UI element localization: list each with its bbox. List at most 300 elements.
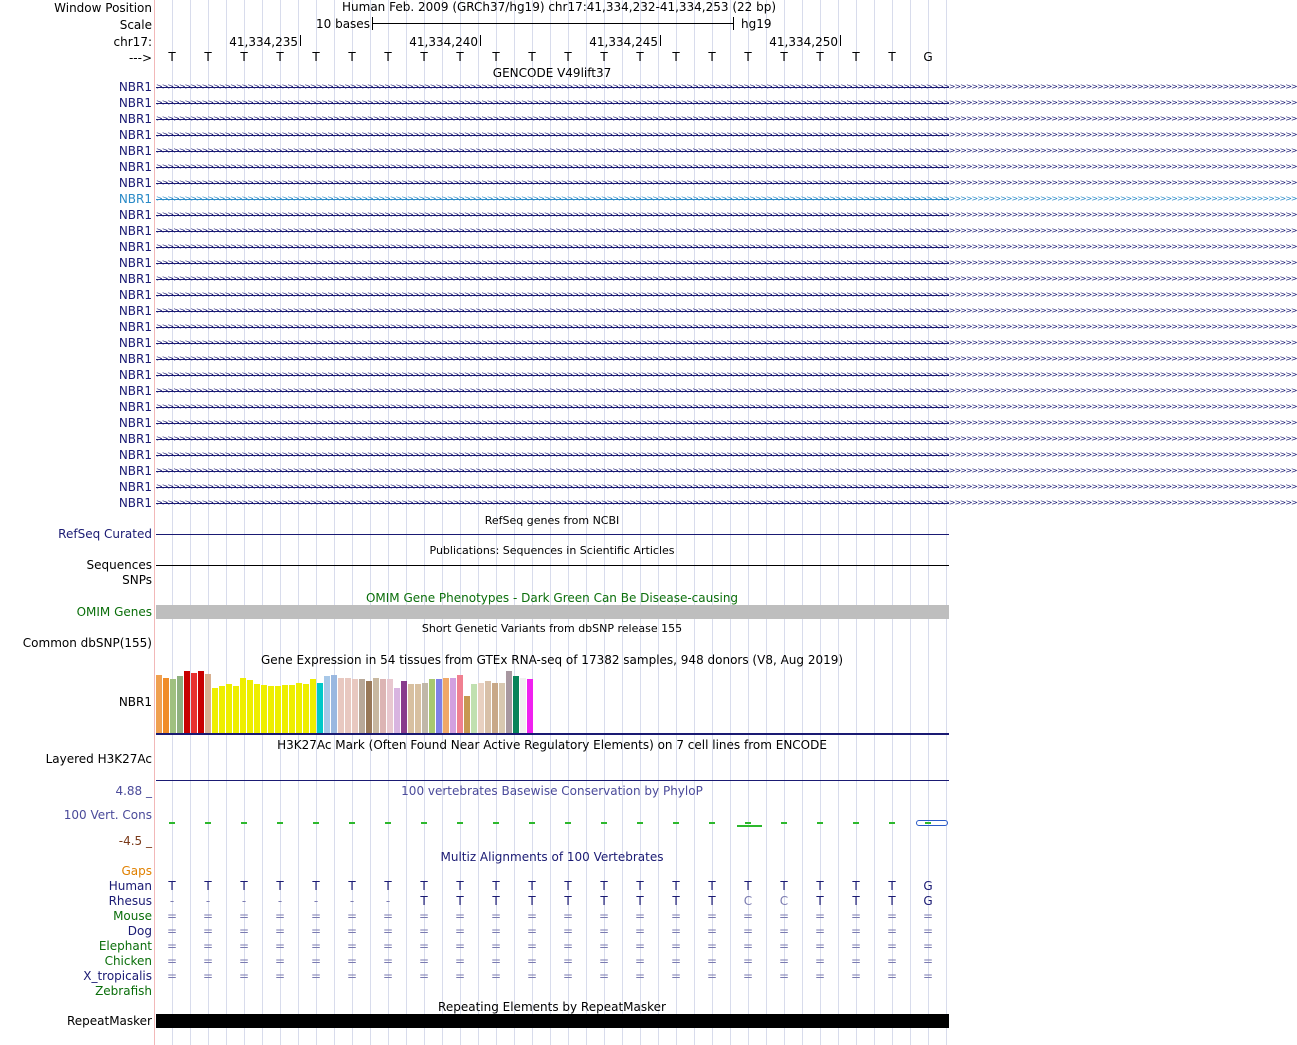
gtex-tissue-bar[interactable] bbox=[520, 678, 526, 733]
gtex-tissue-bar[interactable] bbox=[506, 671, 512, 733]
gencode-transcript-line[interactable] bbox=[156, 402, 1297, 411]
gencode-transcript-line[interactable] bbox=[156, 242, 1297, 251]
alignment-base: T bbox=[276, 879, 284, 893]
gtex-tissue-bar[interactable] bbox=[296, 683, 302, 733]
alignment-base: = bbox=[418, 969, 430, 983]
gtex-tissue-bar[interactable] bbox=[191, 673, 197, 733]
alignment-base: = bbox=[454, 954, 466, 968]
ruler-tick bbox=[300, 35, 301, 46]
phylop-score-mark bbox=[673, 822, 679, 824]
repeatmasker-bar[interactable] bbox=[156, 1014, 949, 1028]
gencode-transcript-label[interactable]: NBR1 bbox=[118, 448, 152, 462]
alignment-base: = bbox=[706, 969, 718, 983]
strand-arrows: >>>>>>>>>>>>>>>>>>>>>>>>>>>>>>>>>>>>>>>>>>>>>>>>>>>>>>>>>>>>>>>>>>>>>>>>>>>>>>>>>>>>>>>>>>>>>>>>>>>>>>>>>>>>>>>>>>>>>>>>>>>>>>>>>>>>>>>>>>>>>>>>>>>>>>>>>>>>>>>>>>>>>>>>>>>>>>>>>>>>>>>>>>>>>>>>>>>>>>>> bbox=[156, 146, 1297, 155]
alignment-base: = bbox=[490, 909, 502, 923]
gencode-transcript-label[interactable]: NBR1 bbox=[118, 192, 152, 206]
gtex-tissue-bar[interactable] bbox=[471, 684, 477, 733]
gtex-tissue-bar[interactable] bbox=[254, 684, 260, 733]
ruler-tick bbox=[480, 35, 481, 46]
gtex-tissue-bar[interactable] bbox=[429, 679, 435, 733]
gtex-tissue-bar[interactable] bbox=[457, 675, 463, 733]
gtex-title: Gene Expression in 54 tissues from GTEx RNA-seq of 17382 samples, 948 donors (V8, Aug 2019) bbox=[260, 653, 844, 667]
alignment-base: C bbox=[743, 894, 753, 908]
alignment-base: - bbox=[241, 894, 247, 908]
reference-base: T bbox=[636, 50, 644, 64]
alignment-base: T bbox=[636, 879, 644, 893]
alignment-base: T bbox=[240, 879, 248, 893]
reference-base: T bbox=[816, 50, 824, 64]
alignment-base: = bbox=[562, 924, 574, 938]
alignment-base: = bbox=[778, 939, 790, 953]
alignment-base: T bbox=[168, 879, 176, 893]
alignment-base: = bbox=[886, 954, 898, 968]
gtex-tissue-bar[interactable] bbox=[205, 674, 211, 733]
gtex-tissue-bar[interactable] bbox=[261, 685, 267, 733]
gtex-tissue-bar[interactable] bbox=[422, 683, 428, 733]
alignment-base: = bbox=[670, 954, 682, 968]
gencode-transcript-label[interactable]: NBR1 bbox=[118, 80, 152, 94]
alignment-base: = bbox=[562, 909, 574, 923]
ruler-tick bbox=[660, 35, 661, 46]
gencode-transcript-label[interactable]: NBR1 bbox=[118, 240, 152, 254]
gencode-transcript-label[interactable]: NBR1 bbox=[118, 272, 152, 286]
gtex-tissue-bar[interactable] bbox=[310, 679, 316, 733]
h3k27ac-line[interactable] bbox=[156, 780, 949, 781]
alignment-base: = bbox=[670, 969, 682, 983]
alignment-base: T bbox=[600, 879, 608, 893]
alignment-base: = bbox=[382, 969, 394, 983]
gencode-transcript-line[interactable] bbox=[156, 194, 1297, 203]
window-position-label: Window Position bbox=[54, 1, 152, 15]
strand-arrows: >>>>>>>>>>>>>>>>>>>>>>>>>>>>>>>>>>>>>>>>>>>>>>>>>>>>>>>>>>>>>>>>>>>>>>>>>>>>>>>>>>>>>>>>>>>>>>>>>>>>>>>>>>>>>>>>>>>>>>>>>>>>>>>>>>>>>>>>>>>>>>>>>>>>>>>>>>>>>>>>>>>>>>>>>>>>>>>>>>>>>>>>>>>>>>>>>>>>>>>> bbox=[156, 370, 1297, 379]
alignment-base: = bbox=[166, 909, 178, 923]
gtex-tissue-bar[interactable] bbox=[345, 678, 351, 733]
alignment-base: T bbox=[528, 879, 536, 893]
h3k27ac-title: H3K27Ac Mark (Often Found Near Active Regulatory Elements) on 7 cell lines from ENCODE bbox=[277, 738, 827, 752]
gtex-tissue-bar[interactable] bbox=[380, 679, 386, 733]
gencode-transcript-label[interactable]: NBR1 bbox=[118, 336, 152, 350]
gencode-transcript-line[interactable] bbox=[156, 418, 1297, 427]
alignment-base: = bbox=[742, 909, 754, 923]
reference-base: T bbox=[456, 50, 464, 64]
alignment-base: = bbox=[526, 954, 538, 968]
gtex-tissue-bar[interactable] bbox=[436, 679, 442, 733]
scale-bar-text: 10 bases bbox=[316, 17, 370, 31]
gtex-tissue-bar[interactable] bbox=[387, 679, 393, 733]
phylop-score-mark bbox=[889, 822, 895, 824]
gencode-transcript-label[interactable]: NBR1 bbox=[118, 352, 152, 366]
gtex-tissue-bar[interactable] bbox=[156, 675, 162, 733]
gtex-tissue-bar[interactable] bbox=[247, 680, 253, 733]
publications-title: Publications: Sequences in Scientific Articles bbox=[429, 544, 675, 557]
reference-base: T bbox=[492, 50, 500, 64]
gtex-tissue-bar[interactable] bbox=[219, 686, 225, 733]
alignment-base: T bbox=[672, 879, 680, 893]
gtex-tissue-bar[interactable] bbox=[240, 678, 246, 733]
alignment-base: = bbox=[490, 924, 502, 938]
alignment-base: = bbox=[670, 939, 682, 953]
strand-arrows: >>>>>>>>>>>>>>>>>>>>>>>>>>>>>>>>>>>>>>>>>>>>>>>>>>>>>>>>>>>>>>>>>>>>>>>>>>>>>>>>>>>>>>>>>>>>>>>>>>>>>>>>>>>>>>>>>>>>>>>>>>>>>>>>>>>>>>>>>>>>>>>>>>>>>>>>>>>>>>>>>>>>>>>>>>>>>>>>>>>>>>>>>>>>>>>>>>>>>>>> bbox=[156, 226, 1297, 235]
alignment-base: = bbox=[706, 939, 718, 953]
reference-base: T bbox=[420, 50, 428, 64]
alignment-base: = bbox=[274, 969, 286, 983]
gencode-transcript-label[interactable]: NBR1 bbox=[118, 384, 152, 398]
gencode-transcript-line[interactable] bbox=[156, 274, 1297, 283]
gtex-tissue-bar[interactable] bbox=[289, 685, 295, 733]
reference-base: T bbox=[600, 50, 608, 64]
alignment-base: T bbox=[852, 894, 860, 908]
gencode-transcript-label[interactable]: NBR1 bbox=[118, 144, 152, 158]
gencode-transcript-label[interactable]: NBR1 bbox=[118, 496, 152, 510]
alignment-base: - bbox=[169, 894, 175, 908]
gencode-transcript-line[interactable] bbox=[156, 130, 1297, 139]
alignment-base: - bbox=[385, 894, 391, 908]
species-label[interactable]: X_tropicalis bbox=[83, 969, 152, 983]
species-label[interactable]: Human bbox=[108, 879, 152, 893]
gtex-tissue-bar[interactable] bbox=[394, 688, 400, 733]
alignment-base: = bbox=[634, 924, 646, 938]
gtex-tissue-bar[interactable] bbox=[198, 671, 204, 733]
alignment-base: = bbox=[670, 924, 682, 938]
gencode-transcript-line[interactable] bbox=[156, 466, 1297, 475]
gtex-tissue-bar[interactable] bbox=[282, 685, 288, 733]
phylop-score-mark bbox=[637, 822, 643, 824]
gtex-tissue-bar[interactable] bbox=[492, 683, 498, 733]
phylop-score-mark bbox=[853, 822, 859, 824]
phylop-score-mark bbox=[205, 822, 211, 824]
alignment-base: = bbox=[238, 909, 250, 923]
alignment-base: = bbox=[310, 954, 322, 968]
phylop-score-mark bbox=[817, 822, 823, 824]
alignment-base: = bbox=[310, 969, 322, 983]
strand-arrows: >>>>>>>>>>>>>>>>>>>>>>>>>>>>>>>>>>>>>>>>>>>>>>>>>>>>>>>>>>>>>>>>>>>>>>>>>>>>>>>>>>>>>>>>>>>>>>>>>>>>>>>>>>>>>>>>>>>>>>>>>>>>>>>>>>>>>>>>>>>>>>>>>>>>>>>>>>>>>>>>>>>>>>>>>>>>>>>>>>>>>>>>>>>>>>>>>>>>>>>> bbox=[156, 162, 1297, 171]
alignment-base: = bbox=[814, 939, 826, 953]
strand-arrows: >>>>>>>>>>>>>>>>>>>>>>>>>>>>>>>>>>>>>>>>>>>>>>>>>>>>>>>>>>>>>>>>>>>>>>>>>>>>>>>>>>>>>>>>>>>>>>>>>>>>>>>>>>>>>>>>>>>>>>>>>>>>>>>>>>>>>>>>>>>>>>>>>>>>>>>>>>>>>>>>>>>>>>>>>>>>>>>>>>>>>>>>>>>>>>>>>>>>>>>> bbox=[156, 402, 1297, 411]
gencode-transcript-label[interactable]: NBR1 bbox=[118, 400, 152, 414]
alignment-base: = bbox=[742, 939, 754, 953]
alignment-base: = bbox=[922, 954, 934, 968]
alignment-base: = bbox=[202, 909, 214, 923]
gencode-transcript-line[interactable] bbox=[156, 434, 1297, 443]
h3k27ac-label[interactable]: Layered H3K27Ac bbox=[45, 752, 152, 766]
alignment-base: = bbox=[814, 954, 826, 968]
omim-label[interactable]: OMIM Genes bbox=[76, 605, 152, 619]
alignment-base: = bbox=[562, 954, 574, 968]
alignment-base: T bbox=[456, 894, 464, 908]
gtex-tissue-bar[interactable] bbox=[338, 678, 344, 733]
gencode-transcript-label[interactable]: NBR1 bbox=[118, 368, 152, 382]
alignment-base: = bbox=[742, 924, 754, 938]
strand-arrows: >>>>>>>>>>>>>>>>>>>>>>>>>>>>>>>>>>>>>>>>>>>>>>>>>>>>>>>>>>>>>>>>>>>>>>>>>>>>>>>>>>>>>>>>>>>>>>>>>>>>>>>>>>>>>>>>>>>>>>>>>>>>>>>>>>>>>>>>>>>>>>>>>>>>>>>>>>>>>>>>>>>>>>>>>>>>>>>>>>>>>>>>>>>>>>>>>>>>>>>> bbox=[156, 114, 1297, 123]
gtex-tissue-bar[interactable] bbox=[485, 681, 491, 733]
strand-arrows: >>>>>>>>>>>>>>>>>>>>>>>>>>>>>>>>>>>>>>>>>>>>>>>>>>>>>>>>>>>>>>>>>>>>>>>>>>>>>>>>>>>>>>>>>>>>>>>>>>>>>>>>>>>>>>>>>>>>>>>>>>>>>>>>>>>>>>>>>>>>>>>>>>>>>>>>>>>>>>>>>>>>>>>>>>>>>>>>>>>>>>>>>>>>>>>>>>>>>>>> bbox=[156, 194, 1297, 203]
refseq-label[interactable]: RefSeq Curated bbox=[58, 527, 152, 541]
alignment-base: T bbox=[528, 894, 536, 908]
alignment-base: = bbox=[598, 954, 610, 968]
alignment-base: = bbox=[922, 909, 934, 923]
alignment-base: = bbox=[778, 909, 790, 923]
omim-bar[interactable] bbox=[156, 605, 949, 619]
gencode-transcript-line[interactable] bbox=[156, 114, 1297, 123]
gtex-tissue-bar[interactable] bbox=[450, 678, 456, 733]
snps-label[interactable]: SNPs bbox=[122, 573, 152, 587]
phylop-score-mark bbox=[565, 822, 571, 824]
alignment-base: T bbox=[852, 879, 860, 893]
phylop-score-mark bbox=[601, 822, 607, 824]
species-label[interactable]: Rhesus bbox=[108, 894, 152, 908]
gencode-transcript-line[interactable] bbox=[156, 162, 1297, 171]
strand-label: ---> bbox=[128, 51, 152, 65]
alignment-base: = bbox=[346, 954, 358, 968]
gencode-transcript-label[interactable]: NBR1 bbox=[118, 176, 152, 190]
gencode-transcript-line[interactable] bbox=[156, 98, 1297, 107]
alignment-base: = bbox=[274, 939, 286, 953]
gtex-tissue-bar[interactable] bbox=[233, 686, 239, 733]
gtex-tissue-bar[interactable] bbox=[352, 679, 358, 733]
alignment-base: = bbox=[778, 969, 790, 983]
alignment-base: T bbox=[564, 879, 572, 893]
strand-arrows: >>>>>>>>>>>>>>>>>>>>>>>>>>>>>>>>>>>>>>>>>>>>>>>>>>>>>>>>>>>>>>>>>>>>>>>>>>>>>>>>>>>>>>>>>>>>>>>>>>>>>>>>>>>>>>>>>>>>>>>>>>>>>>>>>>>>>>>>>>>>>>>>>>>>>>>>>>>>>>>>>>>>>>>>>>>>>>>>>>>>>>>>>>>>>>>>>>>>>>>> bbox=[156, 386, 1297, 395]
gtex-tissue-bar[interactable] bbox=[408, 684, 414, 733]
strand-arrows: >>>>>>>>>>>>>>>>>>>>>>>>>>>>>>>>>>>>>>>>>>>>>>>>>>>>>>>>>>>>>>>>>>>>>>>>>>>>>>>>>>>>>>>>>>>>>>>>>>>>>>>>>>>>>>>>>>>>>>>>>>>>>>>>>>>>>>>>>>>>>>>>>>>>>>>>>>>>>>>>>>>>>>>>>>>>>>>>>>>>>>>>>>>>>>>>>>>>>>>> bbox=[156, 258, 1297, 267]
alignment-base: G bbox=[923, 879, 933, 893]
species-label[interactable]: Chicken bbox=[104, 954, 152, 968]
alignment-base: = bbox=[598, 924, 610, 938]
strand-arrows: >>>>>>>>>>>>>>>>>>>>>>>>>>>>>>>>>>>>>>>>>>>>>>>>>>>>>>>>>>>>>>>>>>>>>>>>>>>>>>>>>>>>>>>>>>>>>>>>>>>>>>>>>>>>>>>>>>>>>>>>>>>>>>>>>>>>>>>>>>>>>>>>>>>>>>>>>>>>>>>>>>>>>>>>>>>>>>>>>>>>>>>>>>>>>>>>>>>>>>>> bbox=[156, 338, 1297, 347]
phylop-ellipse-mark bbox=[916, 820, 948, 826]
species-label[interactable]: Mouse bbox=[113, 909, 152, 923]
alignment-base: = bbox=[922, 924, 934, 938]
gencode-transcript-label[interactable]: NBR1 bbox=[118, 480, 152, 494]
alignment-base: = bbox=[490, 939, 502, 953]
gencode-transcript-line[interactable] bbox=[156, 210, 1297, 219]
gtex-tissue-bar[interactable] bbox=[331, 675, 337, 733]
alignment-base: = bbox=[742, 969, 754, 983]
alignment-base: T bbox=[420, 894, 428, 908]
phylop-title: 100 vertebrates Basewise Conservation by PhyloP bbox=[401, 784, 703, 798]
gencode-transcript-line[interactable] bbox=[156, 226, 1297, 235]
alignment-base: = bbox=[238, 924, 250, 938]
gaps-label[interactable]: Gaps bbox=[121, 864, 152, 878]
alignment-base: = bbox=[454, 969, 466, 983]
scale-label: Scale bbox=[119, 18, 152, 32]
strand-arrows: >>>>>>>>>>>>>>>>>>>>>>>>>>>>>>>>>>>>>>>>>>>>>>>>>>>>>>>>>>>>>>>>>>>>>>>>>>>>>>>>>>>>>>>>>>>>>>>>>>>>>>>>>>>>>>>>>>>>>>>>>>>>>>>>>>>>>>>>>>>>>>>>>>>>>>>>>>>>>>>>>>>>>>>>>>>>>>>>>>>>>>>>>>>>>>>>>>>>>>>> bbox=[156, 434, 1297, 443]
gtex-bar-chart[interactable] bbox=[156, 670, 540, 733]
alignment-base: = bbox=[238, 954, 250, 968]
alignment-base: T bbox=[708, 879, 716, 893]
gencode-transcript-label[interactable]: NBR1 bbox=[118, 96, 152, 110]
alignment-base: = bbox=[526, 924, 538, 938]
gtex-tissue-bar[interactable] bbox=[464, 696, 470, 733]
gencode-transcript-line[interactable] bbox=[156, 354, 1297, 363]
gtex-tissue-bar[interactable] bbox=[275, 686, 281, 733]
gencode-transcript-line[interactable] bbox=[156, 290, 1297, 299]
reference-base: T bbox=[780, 50, 788, 64]
phylop-label[interactable]: 100 Vert. Cons bbox=[63, 808, 152, 822]
alignment-base: T bbox=[420, 879, 428, 893]
reference-base: T bbox=[168, 50, 176, 64]
gtex-tissue-bar[interactable] bbox=[163, 678, 169, 733]
gtex-tissue-bar[interactable] bbox=[373, 678, 379, 733]
refseq-gene-line[interactable] bbox=[156, 534, 949, 535]
strand-arrows: >>>>>>>>>>>>>>>>>>>>>>>>>>>>>>>>>>>>>>>>>>>>>>>>>>>>>>>>>>>>>>>>>>>>>>>>>>>>>>>>>>>>>>>>>>>>>>>>>>>>>>>>>>>>>>>>>>>>>>>>>>>>>>>>>>>>>>>>>>>>>>>>>>>>>>>>>>>>>>>>>>>>>>>>>>>>>>>>>>>>>>>>>>>>>>>>>>>>>>>> bbox=[156, 498, 1297, 507]
phylop-score-mark bbox=[457, 822, 463, 824]
alignment-base: = bbox=[850, 954, 862, 968]
strand-arrows: >>>>>>>>>>>>>>>>>>>>>>>>>>>>>>>>>>>>>>>>>>>>>>>>>>>>>>>>>>>>>>>>>>>>>>>>>>>>>>>>>>>>>>>>>>>>>>>>>>>>>>>>>>>>>>>>>>>>>>>>>>>>>>>>>>>>>>>>>>>>>>>>>>>>>>>>>>>>>>>>>>>>>>>>>>>>>>>>>>>>>>>>>>>>>>>>>>>>>>>> bbox=[156, 274, 1297, 283]
gtex-tissue-bar[interactable] bbox=[226, 684, 232, 733]
gencode-transcript-label[interactable]: NBR1 bbox=[118, 416, 152, 430]
gencode-transcript-label[interactable]: NBR1 bbox=[118, 288, 152, 302]
alignment-base: = bbox=[382, 939, 394, 953]
strand-arrows: >>>>>>>>>>>>>>>>>>>>>>>>>>>>>>>>>>>>>>>>>>>>>>>>>>>>>>>>>>>>>>>>>>>>>>>>>>>>>>>>>>>>>>>>>>>>>>>>>>>>>>>>>>>>>>>>>>>>>>>>>>>>>>>>>>>>>>>>>>>>>>>>>>>>>>>>>>>>>>>>>>>>>>>>>>>>>>>>>>>>>>>>>>>>>>>>>>>>>>>> bbox=[156, 466, 1297, 475]
gtex-tissue-bar[interactable] bbox=[170, 679, 176, 733]
reference-base: T bbox=[564, 50, 572, 64]
strand-arrows: >>>>>>>>>>>>>>>>>>>>>>>>>>>>>>>>>>>>>>>>>>>>>>>>>>>>>>>>>>>>>>>>>>>>>>>>>>>>>>>>>>>>>>>>>>>>>>>>>>>>>>>>>>>>>>>>>>>>>>>>>>>>>>>>>>>>>>>>>>>>>>>>>>>>>>>>>>>>>>>>>>>>>>>>>>>>>>>>>>>>>>>>>>>>>>>>>>>>>>>> bbox=[156, 354, 1297, 363]
gencode-transcript-label[interactable]: NBR1 bbox=[118, 128, 152, 142]
dbsnp-label[interactable]: Common dbSNP(155) bbox=[22, 636, 152, 650]
alignment-base: = bbox=[850, 939, 862, 953]
gencode-transcript-label[interactable]: NBR1 bbox=[118, 464, 152, 478]
species-label[interactable]: Elephant bbox=[98, 939, 152, 953]
alignment-base: = bbox=[562, 939, 574, 953]
alignment-base: = bbox=[598, 909, 610, 923]
gencode-transcript-line[interactable] bbox=[156, 386, 1297, 395]
gtex-tissue-bar[interactable] bbox=[212, 688, 218, 733]
ruler-tick-label: 41,334,235 bbox=[229, 35, 298, 49]
strand-arrows: >>>>>>>>>>>>>>>>>>>>>>>>>>>>>>>>>>>>>>>>>>>>>>>>>>>>>>>>>>>>>>>>>>>>>>>>>>>>>>>>>>>>>>>>>>>>>>>>>>>>>>>>>>>>>>>>>>>>>>>>>>>>>>>>>>>>>>>>>>>>>>>>>>>>>>>>>>>>>>>>>>>>>>>>>>>>>>>>>>>>>>>>>>>>>>>>>>>>>>>> bbox=[156, 130, 1297, 139]
alignment-base: = bbox=[598, 969, 610, 983]
alignment-base: = bbox=[490, 969, 502, 983]
gtex-tissue-bar[interactable] bbox=[401, 681, 407, 733]
gencode-transcript-label[interactable]: NBR1 bbox=[118, 208, 152, 222]
alignment-base: T bbox=[600, 894, 608, 908]
alignment-base: = bbox=[634, 954, 646, 968]
phylop-max-label: 4.88 _ bbox=[115, 784, 152, 798]
gencode-transcript-label[interactable]: NBR1 bbox=[118, 304, 152, 318]
gencode-transcript-line[interactable] bbox=[156, 82, 1297, 91]
gtex-tissue-bar[interactable] bbox=[415, 684, 421, 733]
gtex-tissue-bar[interactable] bbox=[317, 683, 323, 733]
alignment-base: = bbox=[886, 969, 898, 983]
gencode-transcript-label[interactable]: NBR1 bbox=[118, 112, 152, 126]
gtex-tissue-bar[interactable] bbox=[268, 686, 274, 733]
gencode-transcript-line[interactable] bbox=[156, 306, 1297, 315]
strand-arrows: >>>>>>>>>>>>>>>>>>>>>>>>>>>>>>>>>>>>>>>>>>>>>>>>>>>>>>>>>>>>>>>>>>>>>>>>>>>>>>>>>>>>>>>>>>>>>>>>>>>>>>>>>>>>>>>>>>>>>>>>>>>>>>>>>>>>>>>>>>>>>>>>>>>>>>>>>>>>>>>>>>>>>>>>>>>>>>>>>>>>>>>>>>>>>>>>>>>>>>>> bbox=[156, 210, 1297, 219]
reference-base: T bbox=[852, 50, 860, 64]
alignment-base: = bbox=[238, 969, 250, 983]
gencode-transcript-line[interactable] bbox=[156, 450, 1297, 459]
gencode-transcript-line[interactable] bbox=[156, 338, 1297, 347]
reference-base: T bbox=[744, 50, 752, 64]
gencode-transcript-line[interactable] bbox=[156, 178, 1297, 187]
sequences-label[interactable]: Sequences bbox=[86, 558, 152, 572]
phylop-score-mark bbox=[385, 822, 391, 824]
phylop-score-mark bbox=[349, 822, 355, 824]
gencode-transcript-line[interactable] bbox=[156, 146, 1297, 155]
publications-line[interactable] bbox=[156, 565, 949, 566]
species-label[interactable]: Dog bbox=[127, 924, 152, 938]
alignment-base: = bbox=[346, 909, 358, 923]
gtex-tissue-bar[interactable] bbox=[303, 684, 309, 733]
gtex-tissue-bar[interactable] bbox=[443, 678, 449, 733]
reference-base: T bbox=[384, 50, 392, 64]
gtex-tissue-bar[interactable] bbox=[527, 679, 533, 733]
reference-base: T bbox=[240, 50, 248, 64]
alignment-base: T bbox=[312, 879, 320, 893]
alignment-base: = bbox=[526, 969, 538, 983]
alignment-base: - bbox=[205, 894, 211, 908]
gencode-transcript-line[interactable] bbox=[156, 498, 1297, 507]
strand-arrows: >>>>>>>>>>>>>>>>>>>>>>>>>>>>>>>>>>>>>>>>>>>>>>>>>>>>>>>>>>>>>>>>>>>>>>>>>>>>>>>>>>>>>>>>>>>>>>>>>>>>>>>>>>>>>>>>>>>>>>>>>>>>>>>>>>>>>>>>>>>>>>>>>>>>>>>>>>>>>>>>>>>>>>>>>>>>>>>>>>>>>>>>>>>>>>>>>>>>>>>> bbox=[156, 450, 1297, 459]
phylop-score-mark bbox=[277, 822, 283, 824]
gtex-tissue-bar[interactable] bbox=[513, 676, 519, 733]
gencode-transcript-line[interactable] bbox=[156, 482, 1297, 491]
gencode-transcript-line[interactable] bbox=[156, 370, 1297, 379]
alignment-base: = bbox=[166, 924, 178, 938]
alignment-base: T bbox=[492, 879, 500, 893]
alignment-base: = bbox=[706, 909, 718, 923]
gencode-transcript-label[interactable]: NBR1 bbox=[118, 160, 152, 174]
alignment-base: - bbox=[313, 894, 319, 908]
reference-base: T bbox=[348, 50, 356, 64]
ruler-tick-label: 41,334,240 bbox=[409, 35, 478, 49]
gencode-transcript-label[interactable]: NBR1 bbox=[118, 320, 152, 334]
gencode-transcript-line[interactable] bbox=[156, 258, 1297, 267]
alignment-base: = bbox=[634, 969, 646, 983]
phylop-score-mark bbox=[781, 822, 787, 824]
gtex-tissue-bar[interactable] bbox=[324, 676, 330, 733]
alignment-base: T bbox=[780, 879, 788, 893]
gtex-tissue-bar[interactable] bbox=[499, 683, 505, 733]
alignment-base: = bbox=[454, 909, 466, 923]
alignment-base: = bbox=[202, 924, 214, 938]
strand-arrows: >>>>>>>>>>>>>>>>>>>>>>>>>>>>>>>>>>>>>>>>>>>>>>>>>>>>>>>>>>>>>>>>>>>>>>>>>>>>>>>>>>>>>>>>>>>>>>>>>>>>>>>>>>>>>>>>>>>>>>>>>>>>>>>>>>>>>>>>>>>>>>>>>>>>>>>>>>>>>>>>>>>>>>>>>>>>>>>>>>>>>>>>>>>>>>>>>>>>>>>> bbox=[156, 242, 1297, 251]
gencode-transcript-label[interactable]: NBR1 bbox=[118, 432, 152, 446]
repeatmasker-label[interactable]: RepeatMasker bbox=[66, 1014, 152, 1028]
gtex-tissue-bar[interactable] bbox=[366, 681, 372, 733]
alignment-base: = bbox=[346, 969, 358, 983]
alignment-base: T bbox=[816, 879, 824, 893]
gencode-transcript-label[interactable]: NBR1 bbox=[118, 224, 152, 238]
gtex-gene-label[interactable]: NBR1 bbox=[118, 695, 152, 709]
alignment-base: = bbox=[886, 909, 898, 923]
alignment-base: = bbox=[886, 939, 898, 953]
alignment-base: T bbox=[672, 894, 680, 908]
gtex-tissue-bar[interactable] bbox=[478, 683, 484, 733]
gtex-tissue-bar[interactable] bbox=[359, 679, 365, 733]
alignment-base: = bbox=[922, 969, 934, 983]
alignment-base: = bbox=[346, 924, 358, 938]
alignment-base: T bbox=[564, 894, 572, 908]
alignment-base: = bbox=[166, 954, 178, 968]
gencode-transcript-line[interactable] bbox=[156, 322, 1297, 331]
species-label[interactable]: Zebrafish bbox=[95, 984, 152, 998]
phylop-score-mark bbox=[745, 822, 751, 824]
alignment-base: = bbox=[382, 954, 394, 968]
alignment-base: = bbox=[490, 954, 502, 968]
dbsnp-title: Short Genetic Variants from dbSNP release 155 bbox=[421, 622, 683, 635]
reference-base: T bbox=[528, 50, 536, 64]
gtex-tissue-bar[interactable] bbox=[177, 676, 183, 733]
alignment-base: = bbox=[778, 954, 790, 968]
alignment-base: = bbox=[418, 954, 430, 968]
alignment-base: = bbox=[922, 939, 934, 953]
strand-arrows: >>>>>>>>>>>>>>>>>>>>>>>>>>>>>>>>>>>>>>>>>>>>>>>>>>>>>>>>>>>>>>>>>>>>>>>>>>>>>>>>>>>>>>>>>>>>>>>>>>>>>>>>>>>>>>>>>>>>>>>>>>>>>>>>>>>>>>>>>>>>>>>>>>>>>>>>>>>>>>>>>>>>>>>>>>>>>>>>>>>>>>>>>>>>>>>>>>>>>>>> bbox=[156, 98, 1297, 107]
gtex-tissue-bar[interactable] bbox=[184, 671, 190, 733]
phylop-score-mark bbox=[169, 822, 175, 824]
alignment-base: = bbox=[310, 909, 322, 923]
gencode-transcript-label[interactable]: NBR1 bbox=[118, 256, 152, 270]
